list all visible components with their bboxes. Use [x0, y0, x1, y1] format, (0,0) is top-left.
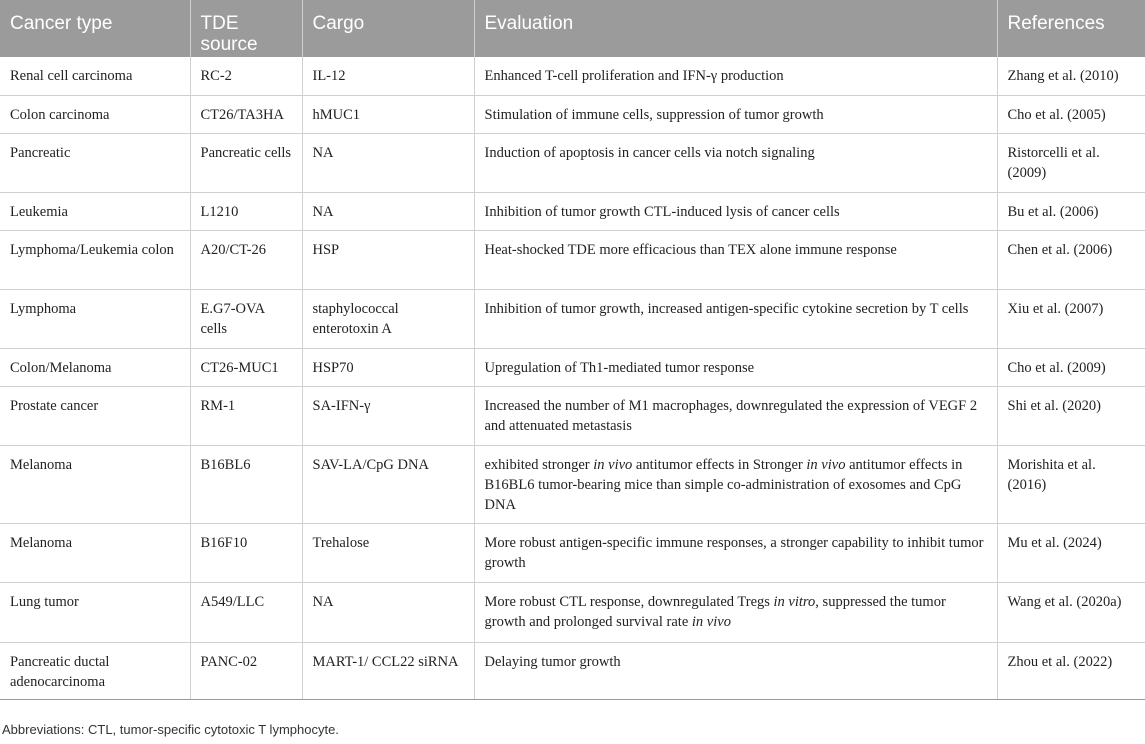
cell-cargo: hMUC1: [302, 95, 474, 133]
cell-cancer-type: Melanoma: [0, 445, 190, 523]
table-row: [0, 230, 1145, 289]
header-cargo: Cargo: [302, 0, 474, 57]
cell-evaluation: More robust antigen-specific immune responses, a stronger capability to inhibit tumor growth: [474, 523, 997, 582]
cell-cancer-type: Colon carcinoma: [0, 95, 190, 133]
cell-cargo: HSP: [302, 230, 474, 289]
table-row: [0, 57, 1145, 95]
cell-reference: Morishita et al. (2016): [997, 445, 1145, 523]
cell-cancer-type: Colon/Melanoma: [0, 348, 190, 386]
eval-text: antitumor effects in B16BL6 tumor-bearing mice than simple co-administration of exosomes and CpG DNA: [484, 456, 963, 513]
cell-evaluation: Inhibition of tumor growth, increased antigen-specific cytokine secretion by T cells: [474, 289, 997, 348]
cell-cancer-type: Prostate cancer: [0, 386, 190, 445]
cell-tde-source: E.G7-OVA cells: [190, 289, 302, 348]
cell-tde-source: RM-1: [190, 386, 302, 445]
cell-evaluation: Increased the number of M1 macrophages, downregulated the expression of VEGF 2 and attenuated metastasis: [474, 386, 997, 445]
header-cancer-type: Cancer type: [0, 0, 190, 57]
cell-tde-source: A549/LLC: [190, 582, 302, 642]
header-row: [0, 0, 1145, 57]
table-row: [0, 386, 1145, 445]
cell-cargo: HSP70: [302, 348, 474, 386]
cell-reference: Xiu et al. (2007): [997, 289, 1145, 348]
eval-text: exhibited stronger: [484, 456, 594, 473]
table-footnote: Abbreviations: CTL, tumor-specific cytotoxic T lymphocyte.: [2, 722, 339, 737]
cell-cargo: SA-IFN-γ: [302, 386, 474, 445]
eval-text: More robust CTL response, downregulated Tregs: [484, 593, 774, 610]
cell-reference: Shi et al. (2020): [997, 386, 1145, 445]
cell-tde-source: CT26/TA3HA: [190, 95, 302, 133]
cell-cargo: IL-12: [302, 57, 474, 95]
table-row: [0, 642, 1145, 699]
cell-tde-source: RC-2: [190, 57, 302, 95]
cell-reference: Zhang et al. (2010): [997, 57, 1145, 95]
cell-evaluation: Upregulation of Th1-mediated tumor response: [474, 348, 997, 386]
cell-reference: Mu et al. (2024): [997, 523, 1145, 582]
cell-reference: Chen et al. (2006): [997, 230, 1145, 289]
cell-reference: Cho et al. (2009): [997, 348, 1145, 386]
table-row: [0, 523, 1145, 582]
table-row: [0, 289, 1145, 348]
table-row: [0, 445, 1145, 523]
cell-cancer-type: Leukemia: [0, 192, 190, 230]
cell-evaluation: [474, 582, 997, 642]
cell-tde-source: B16F10: [190, 523, 302, 582]
cell-cancer-type: Melanoma: [0, 523, 190, 582]
cell-tde-source: PANC-02: [190, 642, 302, 699]
table-row: [0, 133, 1145, 192]
cell-evaluation: Inhibition of tumor growth CTL-induced lysis of cancer cells: [474, 192, 997, 230]
cell-cancer-type: Lung tumor: [0, 582, 190, 642]
table-row: [0, 348, 1145, 386]
table-row: [0, 95, 1145, 133]
cell-reference: Zhou et al. (2022): [997, 642, 1145, 699]
cell-reference: Bu et al. (2006): [997, 192, 1145, 230]
cell-cancer-type: Lymphoma: [0, 289, 190, 348]
cell-cargo: staphylococcal enterotoxin A: [302, 289, 474, 348]
cell-evaluation: Stimulation of immune cells, suppression of tumor growth: [474, 95, 997, 133]
cell-evaluation: Enhanced T-cell proliferation and IFN-γ production: [474, 57, 997, 95]
table-row: [0, 192, 1145, 230]
cell-cargo: NA: [302, 133, 474, 192]
table-row: [0, 582, 1145, 642]
cell-tde-source: B16BL6: [190, 445, 302, 523]
cell-reference: Cho et al. (2005): [997, 95, 1145, 133]
cell-tde-source: CT26-MUC1: [190, 348, 302, 386]
cell-tde-source: L1210: [190, 192, 302, 230]
cell-cargo: SAV-LA/CpG DNA: [302, 445, 474, 523]
cell-cancer-type: Lymphoma/Leukemia colon: [0, 230, 190, 289]
eval-italic-in-vivo: in vivo: [593, 456, 633, 473]
cell-tde-source: Pancreatic cells: [190, 133, 302, 192]
cell-evaluation: Delaying tumor growth: [474, 642, 997, 699]
eval-italic-in-vivo: in vivo: [691, 613, 731, 630]
eval-text: , suppressed the tumor growth and prolonged survival rate: [484, 593, 946, 630]
cell-cargo: NA: [302, 582, 474, 642]
eval-italic-in-vitro: in vitro: [773, 593, 816, 610]
header-references: References: [997, 0, 1145, 57]
cell-reference: Wang et al. (2020a): [997, 582, 1145, 642]
eval-text: antitumor effects in Stronger: [632, 456, 807, 473]
cell-cancer-type: Pancreatic: [0, 133, 190, 192]
cell-cargo: MART-1/ CCL22 siRNA: [302, 642, 474, 699]
cell-evaluation: Heat-shocked TDE more efficacious than TEX alone immune response: [474, 230, 997, 289]
header-evaluation: Evaluation: [474, 0, 997, 57]
cell-cancer-type: Pancreatic ductal adenocarcinoma: [0, 642, 190, 699]
header-tde-source: TDE source: [190, 0, 302, 57]
cell-cargo: Trehalose: [302, 523, 474, 582]
cell-evaluation: Induction of apoptosis in cancer cells via notch signaling: [474, 133, 997, 192]
cell-cancer-type: Renal cell carcinoma: [0, 57, 190, 95]
cell-evaluation: [474, 445, 997, 523]
cell-reference: Ristorcelli et al. (2009): [997, 133, 1145, 192]
eval-italic-in-vivo: in vivo: [806, 456, 846, 473]
cell-tde-source: A20/CT-26: [190, 230, 302, 289]
cell-cargo: NA: [302, 192, 474, 230]
